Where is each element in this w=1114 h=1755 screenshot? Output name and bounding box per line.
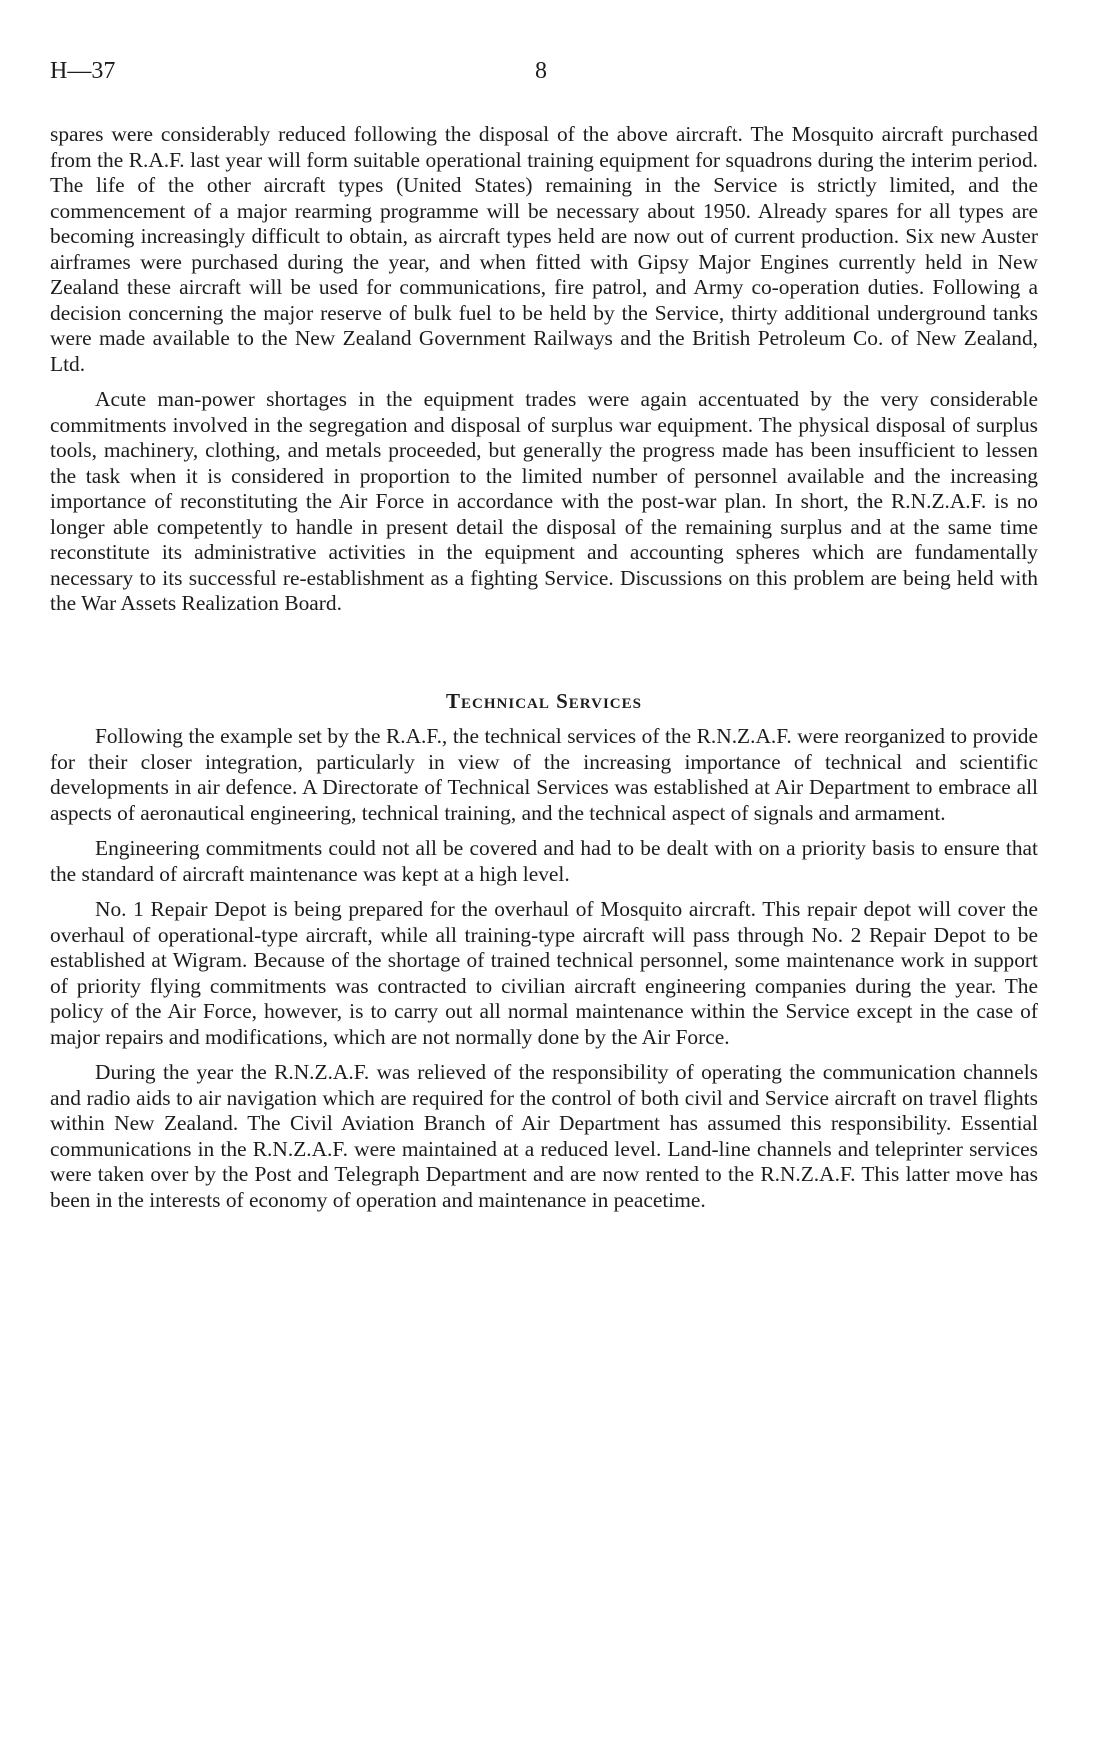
- document-reference: H—37: [50, 58, 116, 84]
- paragraph-communication-channels: During the year the R.N.Z.A.F. was relieved of the responsibility of operating the communication channels and radio aids to air navigation which are required for the control of both civil and Service aircraft on travel flights within New Zealand. The Civil Aviation Branch of Air Department has assumed this responsibility. Essential communications in the R.N.Z.A.F. were maintained at a reduced level. Land-line channels and teleprinter services were taken over by the Post and Telegraph Department and are now rented to the R.N.Z.A.F. This latter move has been in the interests of economy of operation and maintenance in peacetime.: [50, 1060, 1038, 1212]
- paragraph-man-power-shortages: Acute man-power shortages in the equipment trades were again accentuated by the very considerable commitments involved in the segregation and disposal of surplus war equipment. The physical disposal of surplus tools, machinery, clothing, and metals proceeded, but generally the progress made has been insufficient to lessen the task when it is considered in proportion to the limited number of personnel available and the increasing importance of reconstituting the Air Force in accordance with the post-war plan. In short, the R.N.Z.A.F. is no longer able competently to handle in present detail the disposal of the remaining surplus and at the same time reconstitute its administrative activities in the equipment and accounting spheres which are fundamentally necessary to its successful re-establishment as a fighting Service. Discussions on this problem are being held with the War Assets Realization Board.: [50, 387, 1038, 615]
- paragraph-engineering-commitments: Engineering commitments could not all be covered and had to be dealt with on a priority basis to ensure that the standard of aircraft maintenance was kept at a high level.: [50, 836, 1038, 886]
- page-number: 8: [535, 58, 547, 84]
- paragraph-technical-reorganization: Following the example set by the R.A.F., the technical services of the R.N.Z.A.F. were reorganized to provide for their closer integration, particularly in view of the increasing importance of technical and scientific developments in air defence. A Directorate of Technical Services was established at Air Department to embrace all aspects of aeronautical engineering, technical training, and the technical aspect of signals and armament.: [50, 724, 1038, 825]
- paragraph-spares-continuation: spares were considerably reduced following the disposal of the above aircraft. The Mosquito aircraft purchased from the R.A.F. last year will form suitable operational training equipment for squadrons during the interim period. The life of the other aircraft types (United States) remaining in the Service is strictly limited, and the commencement of a major rearming programme will be necessary about 1950. Already spares for all types are becoming increasingly difficult to obtain, as aircraft types held are now out of current production. Six new Auster airframes were purchased during the year, and when fitted with Gipsy Major Engines currently held in New Zealand these aircraft will be used for communications, fire patrol, and Army co-operation duties. Following a decision concerning the major reserve of bulk fuel to be held by the Service, thirty additional underground tanks were made available to the New Zealand Government Railways and the British Petroleum Co. of New Zealand, Ltd.: [50, 122, 1038, 376]
- section-heading-technical-services: Technical Services: [446, 688, 642, 713]
- body-text: [50, 122, 1038, 1223]
- page-header: [50, 58, 1050, 88]
- paragraph-repair-depot: No. 1 Repair Depot is being prepared for the overhaul of Mosquito aircraft. This repair depot will cover the overhaul of operational-type aircraft, while all training-type aircraft will pass through No. 2 Repair Depot to be established at Wigram. Because of the shortage of trained technical personnel, some maintenance work in support of priority flying commitments was contracted to civilian aircraft engineering companies during the year. The policy of the Air Force, however, is to carry out all normal maintenance within the Service except in the case of major repairs and modifications, which are not normally done by the Air Force.: [50, 897, 1038, 1049]
